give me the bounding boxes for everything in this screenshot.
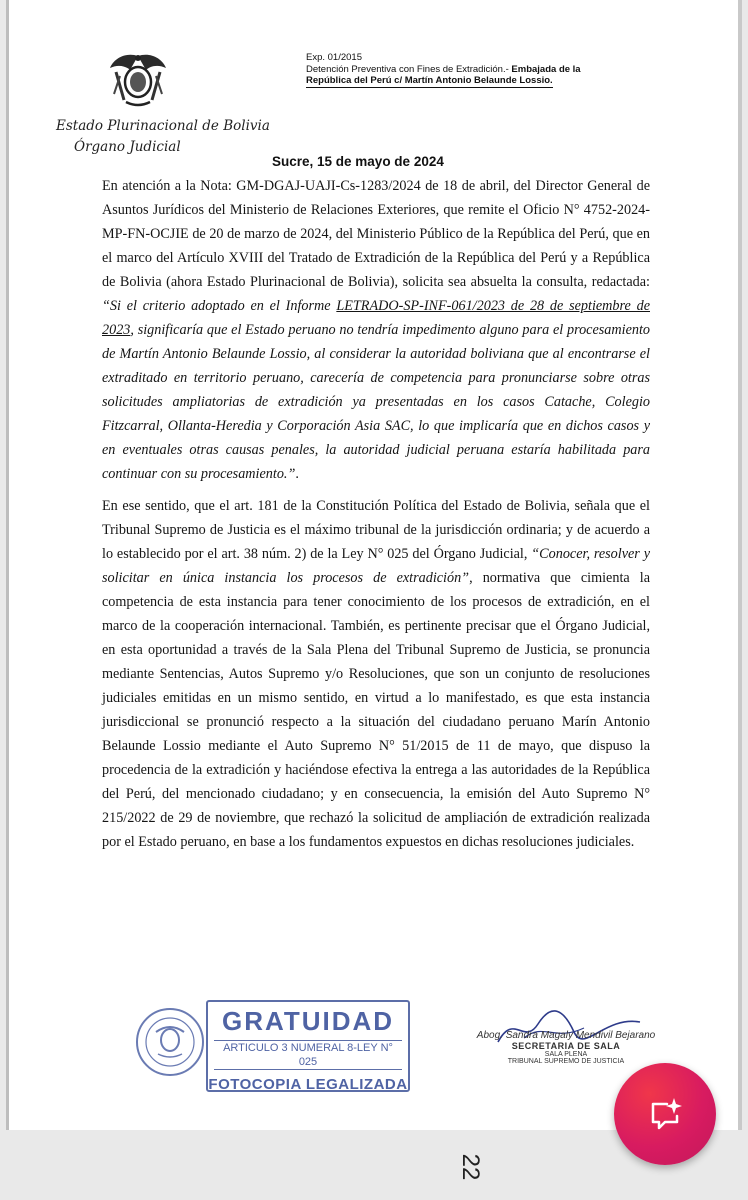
ai-chat-button[interactable] [614,1063,716,1165]
document-date: Sucre, 15 de mayo de 2024 [272,154,444,169]
coat-of-arms-icon [106,50,170,110]
case-number: Exp. 01/2015 [306,52,362,63]
ai-chat-sparkle-icon [645,1094,685,1134]
signer-name: Abog. Sandra Magaly Mendivil Bejarano [476,1030,656,1041]
official-seal-icon [134,1006,206,1078]
stamp-legalized: FOTOCOPIA LEGALIZADA [208,1076,408,1093]
case-parties: República del Perú c/ Martín Antonio Belaunde Lossio. [306,75,553,86]
signer-court: TRIBUNAL SUPREMO DE JUSTICIA [507,1058,625,1065]
report-reference: LETRADO-SP-INF-061/2023 de 28 de septiembre de 2023 [102,298,650,338]
signer-chamber: SALA PLENA [544,1051,588,1058]
institution-line-2: Órgano Judicial [74,139,181,155]
stamp-article: ARTICULO 3 NUMERAL 8-LEY N° 025 [214,1040,402,1070]
page-number: 22 [457,1153,484,1181]
stamp-title: GRATUIDAD [221,1006,395,1036]
paragraph-2: En ese sentido, que el art. 181 de la Constitución Política del Estado de Bolivia, señala que el Tribunal Supremo de Justicia es el máximo tribunal de la jurisdicción ordinaria; y de acuerdo a lo establecido por el art. 38 núm. 2) de la Ley N° 025 del Órgano Judicial, “Conocer, resolver y solicitar en única instancia los procesos de extradición”, normativa que cimienta la competencia de esta instancia para tener conocimiento de los procesos de extradición, en el marco de la cooperación internacional. También, es pertinente precisar que el Órgano Judicial, en esta oportunidad a través de la Sala Plena del Tribunal Supremo de Justicia, se pronuncia mediante Sentencias, Autos Supremo y/o Resoluciones, que son un conjunto de resoluciones judiciales emitidas en un mismo sentido, en virtud a lo manifestado, es que esta instancia jurisdiccional se pronunció respecto a la situación del ciudadano peruano Marín Antonio Belaunde Lossio mediante el Auto Supremo N° 51/2015 de 11 de mayo, que dispuso la procedencia de la extradición y haciéndose efectiva la entrega a las autoridades de la República del Perú, del mencionado ciudadano; y en consecuencia, la emisión del Auto Supremo N° 215/2022 de 29 de noviembre, que rechazó la solicitud de ampliación de extradición realizada por el Estado peruano, en base a los fundamentos expuestos en dichas resoluciones judiciales. [102,498,650,850]
signer-title: SECRETARIA DE SALA [511,1041,621,1051]
case-reference [306,52,646,88]
case-subject: Detención Preventiva con Fines de Extradición.- Embajada de la [306,63,581,75]
signature-block [476,1030,656,1065]
institution-line-1: Estado Plurinacional de Bolivia [56,118,270,134]
document-page [6,0,742,1130]
document-body [102,174,650,854]
paragraph-1: En atención a la Nota: GM-DGAJ-UAJI-Cs-1283/2024 de 18 de abril, del Director General de Asuntos Jurídicos del Ministerio de Relaciones Exteriores, que remite el Oficio N° 4752-2024-MP-FN-OCJIE de 20 de marzo de 2024, del Ministerio Público de la República del Perú, que en el marco del Artículo XVIII del Tratado de Extradición de la República del Perú y a República de Bolivia (ahora Estado Plurinacional de Bolivia), solicita sea absuelta la consulta, redactada: “Si el criterio adoptado en el Informe LETRADO-SP-INF-061/2023 de 28 de septiembre de 2023, significaría que el Estado peruano no tendría impedimento alguno para el procesamiento de Martín Antonio Belaunde Lossio, al considerar la autoridad boliviana que al encontrarse el extraditado en territorio peruano, carecería de competencia para pronunciarse sobre otras solicitudes ampliatorias de extradición ya presentadas en los casos Catache, Colegio Fitzcarral, Ollanta-Heredia y Corporación Asia SAC, lo que implicaría que en dichos casos y en eventuales otras causas penales, la autoridad judicial peruana estaría habilitada para continuar con su procesamiento.”. [102,178,650,482]
institution-name [56,116,270,158]
gratuity-stamp [206,1000,410,1092]
